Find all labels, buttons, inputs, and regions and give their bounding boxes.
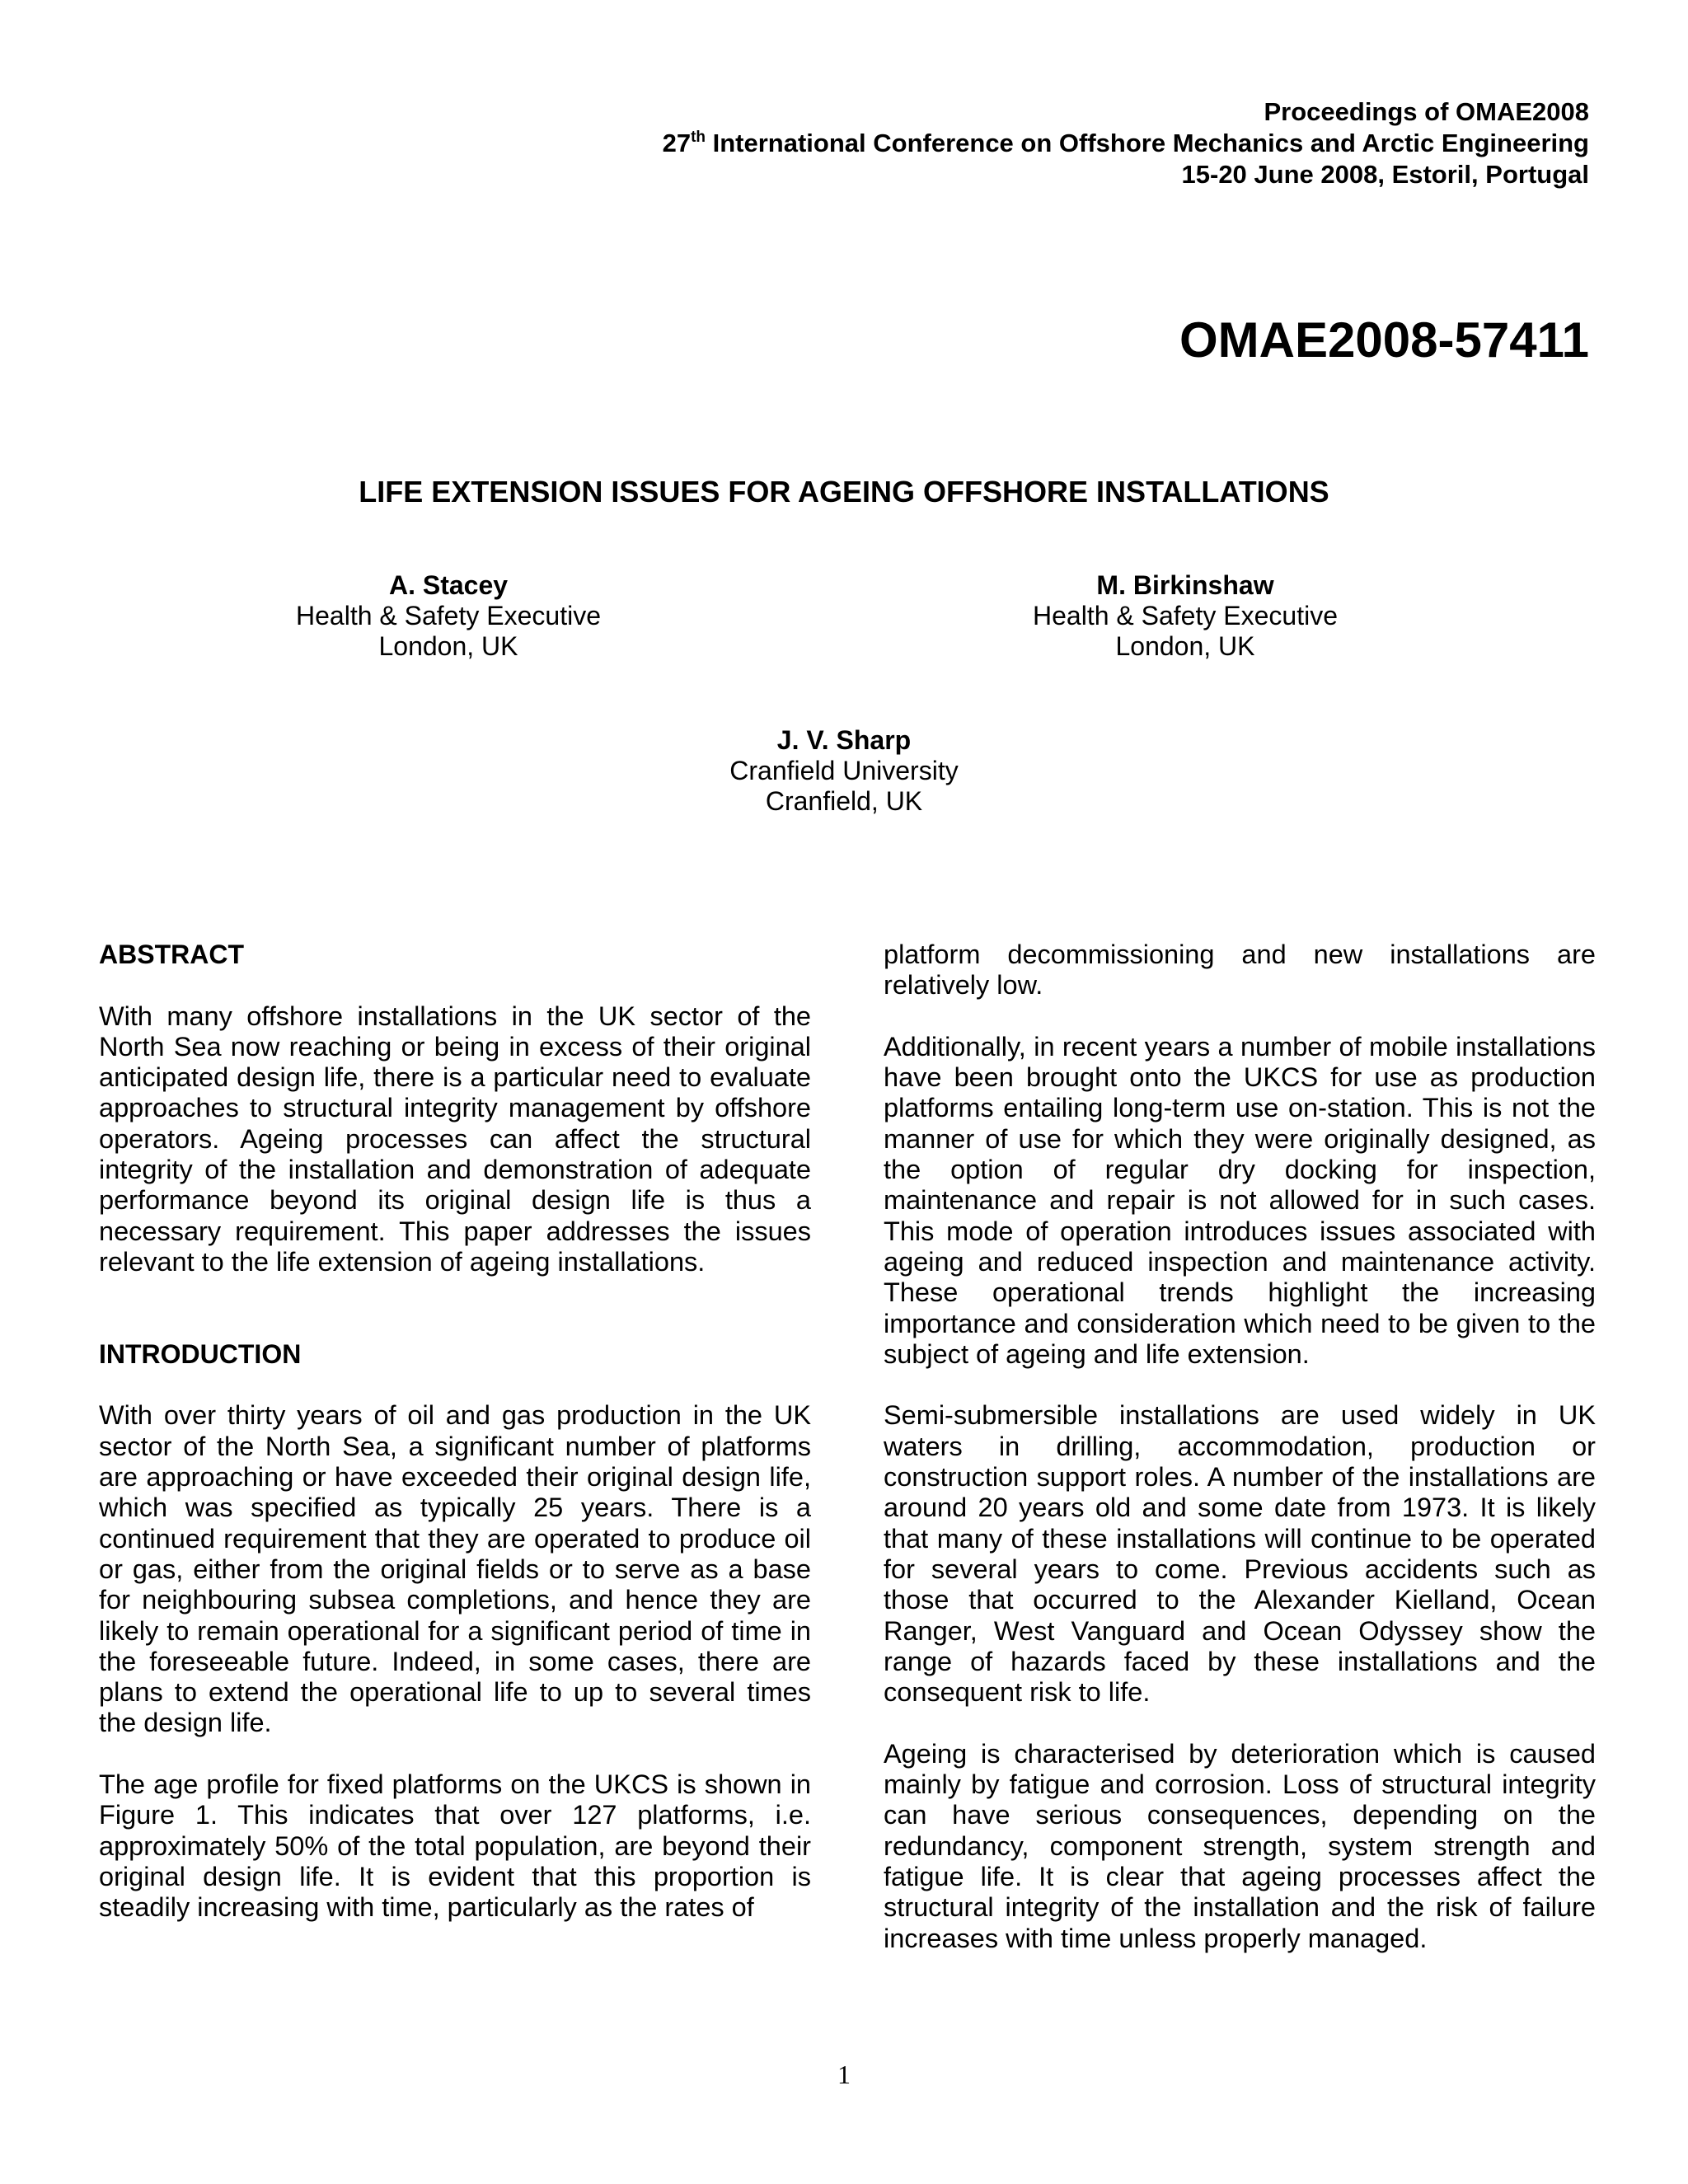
author-location: London, UK	[378, 631, 518, 661]
author-block	[954, 570, 1416, 662]
body-paragraph: Additionally, in recent years a number of mobile installations have been brought onto the UKCS for use as production platforms entailing long-term use on-station. This is not the manner of use for which they were originally designed, as the option of regular dry docking for inspection, maintenance and repair is not allowed for in such cases. This mode of operation introduces issues associated with ageing and reduced inspection and maintenance activity. These operational trends highlight the increasing importance and consideration which need to be given to the subject of ageing and life extension.	[884, 1031, 1596, 1369]
proceedings-line: Proceedings of OMAE2008	[1264, 97, 1589, 126]
body-paragraph: Semi-submersible installations are used widely in UK waters in drilling, accommodation, production or construction support roles. A number of the installations are around 20 years old and some date from 1973. It is likely that many of these installations will continue to be operated for several years to come. Previous accidents such as those that occurred to the Alexander Kielland, Ocean Ranger, West Vanguard and Ocean Odyssey show the range of hazards faced by these installations and the consequent risk to life.	[884, 1400, 1596, 1708]
conference-line	[663, 128, 1589, 159]
paper-id: OMAE2008-57411	[1179, 312, 1589, 368]
author-location: London, UK	[1115, 631, 1255, 661]
conference-header	[663, 96, 1589, 190]
conference-name: International Conference on Offshore Mechanics and Arctic Engineering	[706, 129, 1589, 157]
author-affiliation: Health & Safety Executive	[296, 601, 601, 630]
page-number: 1	[837, 2060, 851, 2089]
introduction-heading: INTRODUCTION	[99, 1338, 302, 1369]
body-paragraph: Ageing is characterised by deterioration which is caused mainly by fatigue and corrosion. Loss of structural integrity can have serious consequences, depending on the redundancy, component strength, system strength and fatigue life. It is clear that ageing processes affect the structural integrity of the installation and the risk of failure increases with time unless properly managed.	[884, 1738, 1596, 1953]
conference-ordinal: 27	[662, 129, 692, 157]
author-affiliation: Cranfield University	[729, 756, 959, 785]
paper-title: LIFE EXTENSION ISSUES FOR AGEING OFFSHORE INSTALLATIONS	[359, 475, 1329, 509]
abstract-text: With many offshore installations in the UK sector of the North Sea now reaching or being in excess of their original anticipated design life, there is a particular need to evaluate approaches to structural integrity management by offshore operators. Ageing processes can affect the structural integrity of the installation and demonstration of adequate performance beyond its original design life is thus a necessary requirement. This paper addresses the issues relevant to the life extension of ageing installations.	[99, 1001, 811, 1277]
left-column	[99, 940, 811, 1954]
abstract-heading: ABSTRACT	[99, 940, 244, 969]
author-name: M. Birkinshaw	[1096, 570, 1274, 600]
author-location: Cranfield, UK	[765, 786, 923, 816]
conference-ordinal-suffix: th	[691, 129, 706, 146]
body-paragraph: platform decommissioning and new installations are relatively low.	[884, 940, 1596, 1001]
author-name: J. V. Sharp	[776, 725, 912, 755]
body-paragraph: With over thirty years of oil and gas production in the UK sector of the North Sea, a significant number of platforms are approaching or have exceeded their original design life, which was specified as typically 25 years. There is a continued requirement that they are operated to produce oil or gas, either from the original fields or to serve as a base for neighbouring subsea completions, and hence they are likely to remain operational for a significant period of time in the foreseeable future. Indeed, in some cases, there are plans to extend the operational life to up to several times the design life.	[99, 1400, 811, 1738]
author-block	[613, 725, 1075, 817]
conference-dates-location: 15-20 June 2008, Estoril, Portugal	[1181, 160, 1589, 189]
right-column	[884, 940, 1596, 1985]
body-paragraph: The age profile for fixed platforms on the UKCS is shown in Figure 1. This indicates that over 127 platforms, i.e. approximately 50% of the total population, are beyond their original design life. It is evident that this proportion is steadily increasing with time, particularly as the rates of	[99, 1769, 811, 1923]
author-block	[218, 570, 679, 662]
author-affiliation: Health & Safety Executive	[1033, 601, 1338, 630]
author-name: A. Stacey	[388, 570, 509, 600]
